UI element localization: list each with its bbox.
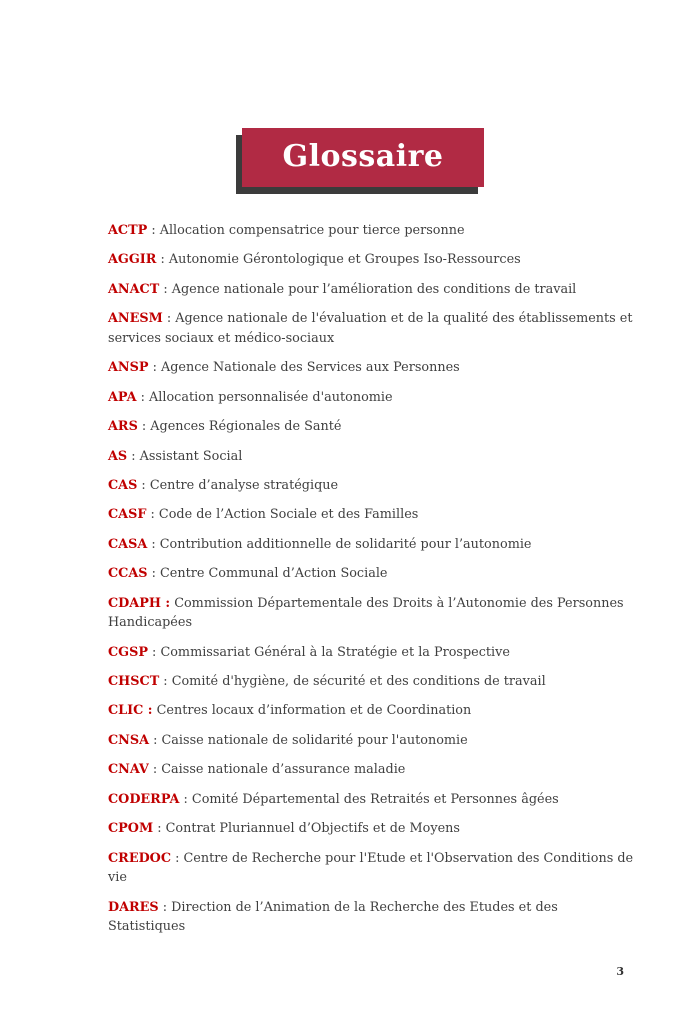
glossary-separator: : <box>159 674 172 689</box>
glossary-definition: Allocation personnalisée d'autonomie <box>149 389 393 405</box>
glossary-entry <box>108 643 638 662</box>
glossary-definition: Comité d'hygiène, de sécurité et des conditions de travail <box>171 674 546 689</box>
glossary-entry <box>108 388 638 407</box>
glossary-definition: Agence Nationale des Services aux Personnes <box>160 360 460 376</box>
glossary-separator: : <box>159 281 172 297</box>
glossary-separator: : <box>153 821 166 837</box>
glossary-entry <box>108 309 638 348</box>
glossary-entry <box>108 476 638 495</box>
glossary-separator: : <box>156 252 169 268</box>
glossary-title-banner <box>242 128 483 187</box>
glossary-term: CASA <box>108 536 148 552</box>
glossary-separator: : <box>179 791 192 807</box>
glossary-term: AS <box>108 448 128 464</box>
glossary-definition: Caisse nationale d’assurance maladie <box>161 762 406 778</box>
glossary-definition: Comité Départemental des Retraités et Personnes âgées <box>191 791 559 807</box>
glossary-term: CCAS <box>108 566 148 582</box>
glossary-definition: Contribution additionnelle de solidarité pour l’autonomie <box>159 536 532 552</box>
glossary-entry <box>108 790 638 809</box>
glossary-entry <box>108 760 638 779</box>
glossary-separator: : <box>162 311 176 327</box>
glossary-term: CODERPA <box>108 791 180 807</box>
glossary-list <box>0 187 700 936</box>
glossary-term: CNSA <box>108 732 150 748</box>
glossary-definition: Centre Communal d’Action Sociale <box>160 566 388 582</box>
glossary-definition: Code de l’Action Sociale et des Familles <box>158 507 419 523</box>
glossary-separator: : <box>137 419 151 435</box>
glossary-term: CASF <box>108 507 147 523</box>
glossary-definition: Agence nationale de l'évaluation et de la qualité des établissements et services sociaux et médico-sociaux <box>108 311 633 346</box>
glossary-term: ANESM <box>108 311 163 327</box>
glossary-separator: : <box>146 507 159 523</box>
glossary-definition: Allocation compensatrice pour tierce personne <box>159 223 465 238</box>
glossary-term: CHSCT <box>108 674 160 689</box>
glossary-term: CREDOC <box>108 850 172 866</box>
glossary-definition: Assistant Social <box>139 448 243 464</box>
glossary-definition: Agences Régionales de Santé <box>150 419 342 435</box>
glossary-term: CDAPH : <box>108 595 171 611</box>
glossary-separator: : <box>127 448 140 464</box>
glossary-separator: : <box>148 360 161 376</box>
glossary-definition: Direction de l’Animation de la Recherche des Etudes et des Statistiques <box>108 899 558 934</box>
glossary-separator: : <box>148 762 162 778</box>
glossary-entry <box>108 731 638 750</box>
glossary-entry <box>108 280 638 299</box>
glossary-entry <box>108 672 638 691</box>
glossary-entry <box>108 898 638 937</box>
glossary-separator: : <box>147 644 161 660</box>
glossary-term: CGSP <box>108 644 148 660</box>
glossary-definition: Commission Départementale des Droits à l’Autonomie des Personnes Handicapées <box>108 595 624 631</box>
glossary-term: AGGIR <box>108 252 157 268</box>
glossary-entry <box>108 358 638 377</box>
glossary-term: ARS <box>108 419 138 435</box>
glossary-term: ANSP <box>108 360 149 376</box>
glossary-definition: Centre de Recherche pour l'Etude et l'Observation des Conditions de vie <box>108 850 634 886</box>
glossary-definition: Contrat Pluriannuel d’Objectifs et de Moyens <box>165 821 460 837</box>
glossary-separator: : <box>147 536 160 552</box>
glossary-term: ACTP <box>108 223 148 238</box>
glossary-separator: : <box>136 389 150 405</box>
glossary-entry <box>108 701 638 720</box>
glossary-entry <box>108 505 638 524</box>
glossary-separator: : <box>147 566 160 582</box>
glossary-definition: Caisse nationale de solidarité pour l'autonomie <box>161 732 468 748</box>
glossary-definition: Centre d’analyse stratégique <box>149 477 339 493</box>
glossary-definition: Autonomie Gérontologique et Groupes Iso-Ressources <box>168 252 521 268</box>
glossary-separator: : <box>158 899 172 915</box>
glossary-term: APA <box>108 389 137 405</box>
glossary-term: ANACT <box>108 281 160 297</box>
glossary-term: CNAV <box>108 762 149 778</box>
glossary-term: CLIC : <box>108 703 153 719</box>
glossary-definition: Agence nationale pour l’amélioration des conditions de travail <box>171 281 577 297</box>
glossary-definition: Commissariat Général à la Stratégie et la Prospective <box>160 644 510 660</box>
glossary-entry <box>108 535 638 554</box>
glossary-entry <box>108 447 638 466</box>
glossary-entry <box>108 250 638 269</box>
glossary-entry <box>108 221 638 240</box>
glossary-separator: : <box>171 850 184 866</box>
banner-row <box>0 0 700 187</box>
glossary-entry <box>108 819 638 838</box>
glossary-separator: : <box>137 477 150 493</box>
glossary-separator: : <box>147 223 160 238</box>
glossary-term: CPOM <box>108 821 154 837</box>
glossary-entry <box>108 849 638 888</box>
glossary-entry <box>108 417 638 436</box>
glossary-definition: Centres locaux d’information et de Coordination <box>156 703 472 719</box>
glossary-term: CAS <box>108 477 138 493</box>
glossary-term: DARES <box>108 899 159 915</box>
glossary-separator: : <box>149 732 162 748</box>
glossary-entry <box>108 594 638 633</box>
page-number: 3 <box>616 965 624 978</box>
page-title: Glossaire <box>282 139 444 174</box>
glossary-entry <box>108 564 638 583</box>
